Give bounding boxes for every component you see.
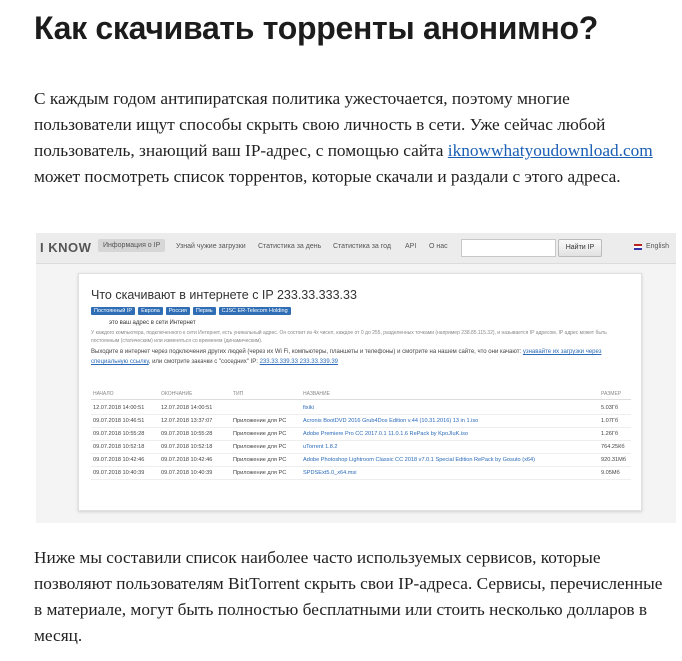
- cell-start: 09.07.2018 10:52:18: [93, 444, 145, 450]
- cell-start: 12.07.2018 14:00:51: [93, 405, 145, 411]
- cell-size: 764.25Кб: [601, 444, 625, 450]
- nav-stats-year: Статистика за год: [333, 243, 391, 250]
- language-label: English: [646, 243, 669, 250]
- table-row: [91, 467, 631, 480]
- us-flag-icon: [634, 244, 642, 250]
- cell-size: 9.05Мб: [601, 470, 620, 476]
- table-row: [91, 441, 631, 454]
- cell-type: Приложение для PC: [233, 431, 287, 437]
- cell-start: 09.07.2018 10:40:39: [93, 470, 145, 476]
- cell-size: 920.31Мб: [601, 457, 626, 463]
- cell-end: 09.07.2018 10:52:18: [161, 444, 213, 450]
- cell-start: 09.07.2018 10:42:46: [93, 457, 145, 463]
- embedded-screenshot: [36, 233, 676, 523]
- site-logo: I KNOW: [40, 240, 92, 255]
- cell-type: Приложение для PC: [233, 444, 287, 450]
- article-title: Как скачивать торренты анонимно?: [34, 10, 599, 46]
- nav-about: О нас: [429, 243, 448, 250]
- cell-name: Acronis BootDVD 2016 Grub4Dos Edition v.44 (10.31.2016) 13 in 1.iso: [303, 418, 479, 424]
- notice-text-a: Выходите в интернет через подключения других людей (через их Wi Fi, компьютеры, планшеты и телефоны) и смотрите на нашем сайте, что они качают:: [91, 349, 523, 355]
- tag-russia: Россия: [166, 307, 190, 315]
- nav-stats-day: Статистика за день: [258, 243, 322, 250]
- cell-name: SPDSExt5.0_x64.msi: [303, 470, 357, 476]
- col-start: НАЧАЛО: [93, 391, 114, 397]
- tag-perm: Пермь: [193, 307, 216, 315]
- cell-type: Приложение для PC: [233, 457, 287, 463]
- ip-info-panel: [78, 273, 642, 511]
- cell-name: Adobe Premiere Pro CC 2017.0.1 11.0.1.6 RePack by KpoJIuK.iso: [303, 431, 469, 437]
- table-row: [91, 402, 631, 415]
- cell-name: Adobe Photoshop Lightroom Classic CC 2018 v7.0.1 Special Edition RePack by Gosuto (x64): [303, 457, 535, 463]
- iknow-link[interactable]: iknowwhatyoudownload.com: [447, 141, 653, 160]
- table-row: [91, 454, 631, 467]
- your-address-note: это ваш адрес в сети Интернет: [109, 320, 196, 326]
- cell-size: 5.03Гб: [601, 405, 619, 411]
- cell-end: 09.07.2018 10:42:46: [161, 457, 213, 463]
- nav-ip-info: Информация о IP: [98, 239, 165, 252]
- cell-end: 09.07.2018 10:55:28: [161, 431, 213, 437]
- cell-type: Приложение для PC: [233, 470, 287, 476]
- panel-title: Что скачивают в интернете с IP 233.33.333.33: [91, 288, 357, 302]
- col-size: РАЗМЕР: [601, 391, 622, 397]
- cell-name: fixiki: [303, 405, 314, 411]
- intro-text-a: С каждым годом антипиратская политика ужесточается, поэтому многие пользователи ищут способы скрыть свою личность в сети. Уже сейчас любой пользователь, знающий ваш IP-адрес, с помощью сайта: [34, 89, 606, 160]
- table-row: [91, 415, 631, 428]
- search-input: [461, 239, 556, 257]
- services-paragraph: Ниже мы составили список наиболее часто используемых сервисов, которые позволяют пользователям BitTorrent скрыть свои IP-адреса. Сервисы, перечисленные в материале, могут быть полностью бесплатными или стоить несколько долларов в месяц.: [34, 548, 663, 645]
- tag-europe: Европа: [138, 307, 163, 315]
- cell-size: 1.26Гб: [601, 431, 619, 437]
- cell-start: 09.07.2018 10:55:28: [93, 431, 145, 437]
- cell-type: Приложение для PC: [233, 418, 287, 424]
- neighbors-notice: [91, 347, 636, 367]
- intro-paragraph: [34, 86, 666, 190]
- nav-others-downloads: Узнай чужие загрузки: [176, 243, 246, 250]
- site-navbar: [36, 233, 676, 264]
- nav-api: API: [405, 243, 417, 250]
- col-name: НАЗВАНИЕ: [303, 391, 330, 397]
- neighbor-ips: 233.33.339.33 233.33.339.39: [259, 359, 339, 365]
- ip-explanation: У каждого компьютера, подключенного к сети Интернет, есть уникальный адрес. Он состоит из 4х чисел, каждое от 0 до 255, разделенных точками (например 238.85.115.32), и называется IP адресом. IP адрес может быть постоянным (статическим) или изменяться со временем (динамическим).: [91, 330, 607, 344]
- cell-end: 09.07.2018 10:40:39: [161, 470, 213, 476]
- intro-text-b: может посмотреть список торрентов, которые скачали и раздали с этого адреса.: [34, 167, 621, 186]
- col-type: ТИП: [233, 391, 244, 397]
- cell-end: 12.07.2018 14:00:51: [161, 405, 213, 411]
- cell-size: 1.07Гб: [601, 418, 619, 424]
- cell-start: 09.07.2018 10:46:51: [93, 418, 145, 424]
- tag-static-ip: Постоянный IP: [91, 307, 135, 315]
- downloads-table-header: [91, 389, 631, 400]
- cell-end: 12.07.2018 13:37:07: [161, 418, 213, 424]
- notice-text-b: , или смотрите закачки с "соседних" IP:: [148, 359, 260, 365]
- col-end: ОКОНЧАНИЕ: [161, 391, 193, 397]
- special-link: узнавайте их загрузки через специальную ссылку: [91, 349, 602, 365]
- table-row: [91, 428, 631, 441]
- find-ip-button: Найти IP: [558, 239, 602, 257]
- tag-provider: CJSC ER-Telecom Holding: [219, 307, 291, 315]
- cell-name: uTorrent 1.8.2: [303, 444, 338, 450]
